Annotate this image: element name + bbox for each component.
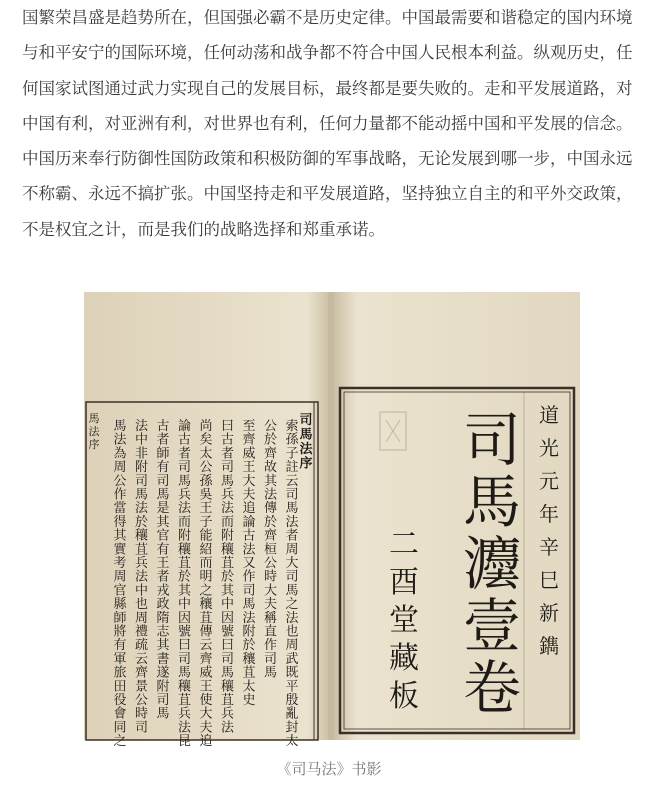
svg-text:夫: 夫 — [263, 597, 278, 613]
book-photo — [84, 292, 580, 750]
svg-text:齊: 齊 — [242, 432, 256, 448]
svg-text:因: 因 — [177, 610, 192, 626]
left-side-text — [89, 412, 101, 451]
svg-text:司: 司 — [220, 460, 235, 476]
svg-text:云: 云 — [285, 473, 299, 489]
svg-text:兵: 兵 — [177, 706, 192, 722]
svg-text:為: 為 — [113, 446, 127, 462]
svg-text:法: 法 — [88, 425, 100, 438]
svg-text:戎: 戎 — [156, 583, 170, 599]
svg-text:旅: 旅 — [113, 665, 127, 681]
svg-text:軍: 軍 — [113, 651, 127, 667]
svg-text:齊: 齊 — [134, 665, 149, 681]
svg-text:夫: 夫 — [199, 720, 213, 736]
svg-text:註: 註 — [285, 460, 299, 476]
svg-text:法: 法 — [285, 610, 299, 626]
svg-text:馬: 馬 — [285, 583, 299, 599]
svg-text:馬: 馬 — [113, 419, 127, 434]
svg-text:鐫: 鐫 — [539, 634, 559, 658]
svg-text:官: 官 — [156, 528, 170, 544]
svg-text:也: 也 — [285, 624, 299, 640]
left-page-header — [299, 412, 313, 472]
svg-text:尚: 尚 — [199, 419, 213, 434]
svg-text:公: 公 — [113, 473, 127, 489]
svg-text:隋: 隋 — [156, 610, 170, 626]
svg-text:有: 有 — [156, 460, 170, 476]
svg-text:苴: 苴 — [177, 693, 192, 708]
svg-text:書: 書 — [156, 651, 170, 667]
svg-text:光: 光 — [539, 436, 559, 460]
svg-text:威: 威 — [199, 665, 213, 681]
svg-text:馬: 馬 — [263, 665, 278, 681]
svg-text:作: 作 — [242, 569, 256, 585]
svg-text:齊: 齊 — [199, 651, 213, 667]
svg-text:法: 法 — [134, 501, 149, 517]
svg-text:中: 中 — [177, 597, 192, 613]
svg-text:司: 司 — [285, 487, 299, 503]
svg-text:既: 既 — [285, 665, 299, 681]
svg-text:云: 云 — [199, 638, 213, 654]
left-column-8 — [135, 418, 149, 735]
svg-text:得: 得 — [113, 514, 127, 530]
svg-text:平: 平 — [285, 679, 299, 695]
svg-text:司: 司 — [242, 583, 256, 599]
svg-text:法: 法 — [242, 542, 256, 558]
left-column-4 — [221, 419, 235, 735]
svg-text:武: 武 — [285, 651, 299, 667]
imprint-line — [389, 527, 419, 714]
svg-text:直: 直 — [263, 624, 278, 640]
svg-text:孫: 孫 — [199, 473, 213, 489]
svg-text:馬: 馬 — [88, 412, 100, 425]
svg-text:苴: 苴 — [199, 610, 213, 626]
svg-text:年: 年 — [539, 502, 559, 526]
svg-text:周: 周 — [113, 460, 127, 476]
svg-text:穰: 穰 — [220, 542, 235, 558]
figure-caption: 《司马法》书影 — [276, 760, 382, 778]
svg-text:馬: 馬 — [177, 473, 192, 489]
svg-text:兵: 兵 — [220, 487, 235, 503]
title-char-5: 卷 — [462, 654, 522, 722]
svg-text:穰: 穰 — [242, 651, 256, 667]
svg-text:法: 法 — [134, 419, 149, 434]
svg-text:兵: 兵 — [220, 706, 235, 722]
svg-text:附: 附 — [134, 460, 149, 476]
article-body — [22, 0, 638, 247]
svg-text:史: 史 — [242, 693, 256, 708]
svg-text:法: 法 — [242, 610, 256, 626]
left-column-7 — [156, 418, 170, 722]
svg-text:傳: 傳 — [199, 624, 213, 640]
svg-text:司: 司 — [156, 473, 170, 489]
svg-text:齊: 齊 — [263, 528, 278, 544]
svg-text:新: 新 — [539, 601, 559, 625]
svg-text:會: 會 — [113, 706, 127, 722]
svg-text:巳: 巳 — [539, 568, 559, 592]
svg-text:古: 古 — [156, 419, 170, 434]
svg-text:時: 時 — [134, 706, 149, 722]
svg-text:公: 公 — [263, 556, 278, 571]
svg-text:王: 王 — [156, 556, 170, 571]
svg-text:論: 論 — [177, 419, 192, 434]
left-column-6 — [178, 419, 192, 749]
svg-text:古: 古 — [242, 528, 256, 544]
svg-text:有: 有 — [113, 638, 127, 654]
svg-text:大: 大 — [199, 706, 213, 722]
svg-text:法: 法 — [220, 720, 235, 736]
svg-text:司: 司 — [156, 693, 170, 708]
svg-text:苴: 苴 — [220, 556, 235, 571]
svg-text:道: 道 — [539, 403, 559, 427]
svg-text:追: 追 — [242, 501, 256, 517]
svg-text:役: 役 — [113, 693, 127, 708]
svg-text:者: 者 — [156, 569, 170, 585]
title-char-1: 司 — [462, 406, 522, 474]
svg-text:當: 當 — [113, 501, 127, 517]
svg-text:馬: 馬 — [156, 706, 170, 722]
svg-text:政: 政 — [156, 597, 170, 613]
svg-text:紹: 紹 — [199, 542, 213, 558]
svg-text:子: 子 — [199, 514, 213, 530]
svg-text:大: 大 — [263, 583, 278, 599]
svg-text:法: 法 — [134, 569, 149, 585]
svg-text:馬: 馬 — [299, 427, 313, 443]
svg-text:古: 古 — [177, 432, 192, 448]
svg-text:法: 法 — [299, 442, 313, 457]
svg-text:苴: 苴 — [134, 542, 149, 558]
svg-text:於: 於 — [220, 569, 235, 585]
svg-text:司: 司 — [299, 413, 313, 428]
svg-text:號: 號 — [220, 624, 235, 640]
book-photo-figure — [84, 292, 580, 750]
svg-text:王: 王 — [242, 460, 256, 476]
svg-text:馬: 馬 — [285, 501, 299, 517]
svg-text:而: 而 — [199, 556, 213, 571]
svg-text:縣: 縣 — [113, 597, 127, 613]
svg-text:辛: 辛 — [539, 535, 559, 559]
svg-text:其: 其 — [156, 514, 170, 530]
svg-text:曰: 曰 — [220, 419, 235, 434]
svg-text:而: 而 — [220, 514, 235, 530]
svg-text:司: 司 — [285, 569, 299, 585]
svg-text:同: 同 — [113, 720, 127, 736]
svg-text:索: 索 — [285, 419, 299, 434]
svg-text:禮: 禮 — [134, 624, 149, 640]
svg-text:法: 法 — [177, 720, 192, 736]
svg-text:司: 司 — [177, 460, 192, 476]
svg-text:師: 師 — [113, 610, 127, 626]
svg-text:其: 其 — [263, 473, 278, 489]
svg-text:公: 公 — [263, 419, 278, 434]
svg-text:馬: 馬 — [156, 487, 170, 503]
book-gutter — [328, 292, 334, 740]
svg-text:馬: 馬 — [220, 665, 235, 681]
svg-text:之: 之 — [113, 734, 127, 750]
title-char-4: 壹 — [462, 592, 522, 660]
svg-text:穰: 穰 — [177, 679, 192, 695]
svg-text:古: 古 — [220, 432, 235, 448]
svg-text:司: 司 — [177, 651, 192, 667]
svg-text:於: 於 — [242, 638, 256, 654]
svg-text:吳: 吳 — [199, 487, 213, 503]
svg-text:法: 法 — [177, 501, 192, 517]
svg-text:追: 追 — [199, 734, 213, 750]
svg-text:大: 大 — [242, 473, 256, 489]
svg-text:其: 其 — [177, 583, 192, 599]
svg-text:於: 於 — [177, 569, 192, 585]
svg-text:附: 附 — [156, 679, 170, 695]
svg-text:附: 附 — [242, 624, 256, 640]
svg-text:太: 太 — [285, 734, 299, 750]
svg-text:考: 考 — [113, 556, 127, 571]
svg-text:景: 景 — [134, 679, 149, 695]
svg-text:周: 周 — [113, 569, 127, 585]
left-column-5 — [199, 418, 213, 749]
svg-text:云: 云 — [134, 651, 149, 667]
svg-text:者: 者 — [156, 432, 170, 448]
svg-text:有: 有 — [156, 542, 170, 558]
svg-text:至: 至 — [242, 419, 256, 434]
svg-text:兵: 兵 — [134, 556, 149, 571]
svg-text:太: 太 — [242, 679, 256, 695]
svg-text:之: 之 — [199, 583, 213, 599]
imprint-char-5: 板 — [389, 679, 419, 714]
svg-text:法: 法 — [113, 432, 127, 448]
left-page-side-label — [89, 412, 101, 451]
imprint-char-4: 藏 — [389, 641, 419, 676]
svg-text:時: 時 — [263, 569, 278, 585]
left-column-3 — [242, 419, 256, 708]
svg-text:於: 於 — [134, 514, 149, 530]
svg-text:序: 序 — [299, 456, 313, 472]
svg-text:穰: 穰 — [134, 528, 149, 544]
svg-text:之: 之 — [285, 597, 299, 613]
svg-text:公: 公 — [134, 693, 149, 708]
svg-text:於: 於 — [263, 514, 278, 530]
svg-text:法: 法 — [263, 487, 278, 503]
svg-text:實: 實 — [113, 542, 127, 558]
svg-text:官: 官 — [113, 583, 127, 599]
svg-text:穰: 穰 — [177, 542, 192, 558]
svg-text:法: 法 — [285, 514, 299, 530]
svg-text:齊: 齊 — [263, 446, 278, 462]
svg-text:曰: 曰 — [220, 638, 235, 654]
svg-text:馬: 馬 — [177, 665, 192, 681]
svg-text:於: 於 — [263, 432, 278, 448]
svg-text:也: 也 — [134, 597, 149, 613]
svg-text:桓: 桓 — [263, 542, 278, 558]
svg-text:而: 而 — [177, 514, 192, 530]
svg-text:兵: 兵 — [177, 487, 192, 503]
svg-text:封: 封 — [285, 720, 299, 736]
svg-text:司: 司 — [134, 473, 149, 489]
left-column-1 — [285, 419, 299, 749]
imprint-char-3: 堂 — [389, 603, 419, 638]
svg-text:太: 太 — [199, 446, 213, 462]
svg-text:中: 中 — [134, 432, 149, 448]
svg-text:故: 故 — [263, 460, 278, 476]
svg-text:作: 作 — [113, 487, 127, 503]
svg-text:志: 志 — [156, 624, 170, 640]
svg-text:其: 其 — [220, 583, 235, 599]
svg-text:穰: 穰 — [199, 597, 213, 613]
svg-text:馬: 馬 — [242, 597, 256, 613]
svg-text:論: 論 — [242, 514, 256, 530]
svg-text:法: 法 — [220, 501, 235, 517]
svg-text:傳: 傳 — [263, 501, 278, 517]
svg-text:王: 王 — [199, 501, 213, 517]
svg-text:穰: 穰 — [220, 679, 235, 695]
svg-text:王: 王 — [199, 679, 213, 695]
left-column-2 — [264, 419, 278, 681]
svg-text:苴: 苴 — [242, 665, 256, 681]
svg-text:中: 中 — [134, 583, 149, 599]
svg-text:者: 者 — [220, 446, 235, 462]
svg-text:司: 司 — [263, 651, 278, 667]
svg-text:序: 序 — [88, 438, 100, 451]
svg-text:苴: 苴 — [177, 556, 192, 571]
svg-text:因: 因 — [220, 610, 235, 626]
svg-text:者: 者 — [285, 528, 299, 544]
svg-text:其: 其 — [113, 528, 127, 544]
svg-text:矣: 矣 — [199, 432, 213, 448]
imprint-char-2: 酉 — [389, 565, 419, 600]
svg-text:馬: 馬 — [220, 473, 235, 489]
left-header-text — [299, 412, 313, 472]
svg-text:附: 附 — [220, 528, 235, 544]
svg-text:司: 司 — [134, 720, 149, 736]
svg-text:其: 其 — [156, 638, 170, 654]
svg-text:孫: 孫 — [285, 432, 299, 448]
svg-text:又: 又 — [242, 556, 256, 571]
title-char-2: 馬 — [462, 468, 522, 536]
svg-text:子: 子 — [285, 446, 299, 462]
svg-text:司: 司 — [220, 651, 235, 667]
svg-text:號: 號 — [177, 624, 192, 640]
svg-text:曰: 曰 — [177, 638, 192, 654]
svg-text:殷: 殷 — [285, 693, 299, 708]
svg-text:苴: 苴 — [220, 693, 235, 708]
svg-text:威: 威 — [242, 446, 256, 462]
svg-text:是: 是 — [156, 501, 170, 517]
svg-text:大: 大 — [285, 556, 299, 571]
svg-text:夫: 夫 — [242, 487, 256, 503]
svg-text:中: 中 — [220, 597, 235, 613]
svg-text:作: 作 — [263, 638, 278, 654]
svg-text:師: 師 — [156, 446, 170, 462]
svg-text:昆: 昆 — [177, 734, 192, 750]
svg-text:附: 附 — [177, 528, 192, 544]
svg-text:能: 能 — [199, 528, 213, 544]
svg-text:明: 明 — [199, 569, 213, 585]
svg-text:疏: 疏 — [134, 638, 149, 654]
svg-text:者: 者 — [177, 446, 192, 462]
svg-text:將: 將 — [113, 624, 127, 640]
svg-text:馬: 馬 — [134, 487, 149, 503]
svg-text:周: 周 — [134, 610, 149, 626]
article-paragraph: 国繁荣昌盛是趋势所在，但国强必霸不是历史定律。中国最需要和谐稳定的国内环境与和平安宁的国际环境，任何动荡和战争都不符合中国人民根本利益。纵观历史，任何国家试图通过武力实现自己的发展目标，最终都是要失败的。走和平发展道路，对中国有利，对亚洲有利，对世界也有利，任何力量都不能动摇中国和平发展的信念。中国历来奉行防御性国防政策和积极防御的军事战略，无论发展到哪一步，中国永远不称霸、永远不搞扩张。中国坚持走和平发展道路，坚持独立自主的和平外交政策，不是权宜之计，而是我们的战略选择和郑重承诺。 — [22, 8, 633, 239]
svg-text:稱: 稱 — [263, 610, 278, 626]
svg-text:亂: 亂 — [285, 706, 299, 722]
svg-text:遂: 遂 — [156, 665, 170, 681]
svg-text:周: 周 — [285, 638, 299, 654]
book-title — [463, 406, 521, 722]
title-char-3: 灋 — [462, 530, 522, 598]
svg-text:使: 使 — [199, 693, 213, 708]
svg-text:非: 非 — [134, 446, 149, 462]
svg-text:周: 周 — [285, 542, 299, 558]
svg-text:公: 公 — [199, 460, 213, 476]
left-column-9 — [113, 419, 127, 749]
svg-text:田: 田 — [113, 679, 127, 695]
svg-text:元: 元 — [539, 469, 559, 493]
imprint-char-1: 二 — [389, 527, 419, 562]
